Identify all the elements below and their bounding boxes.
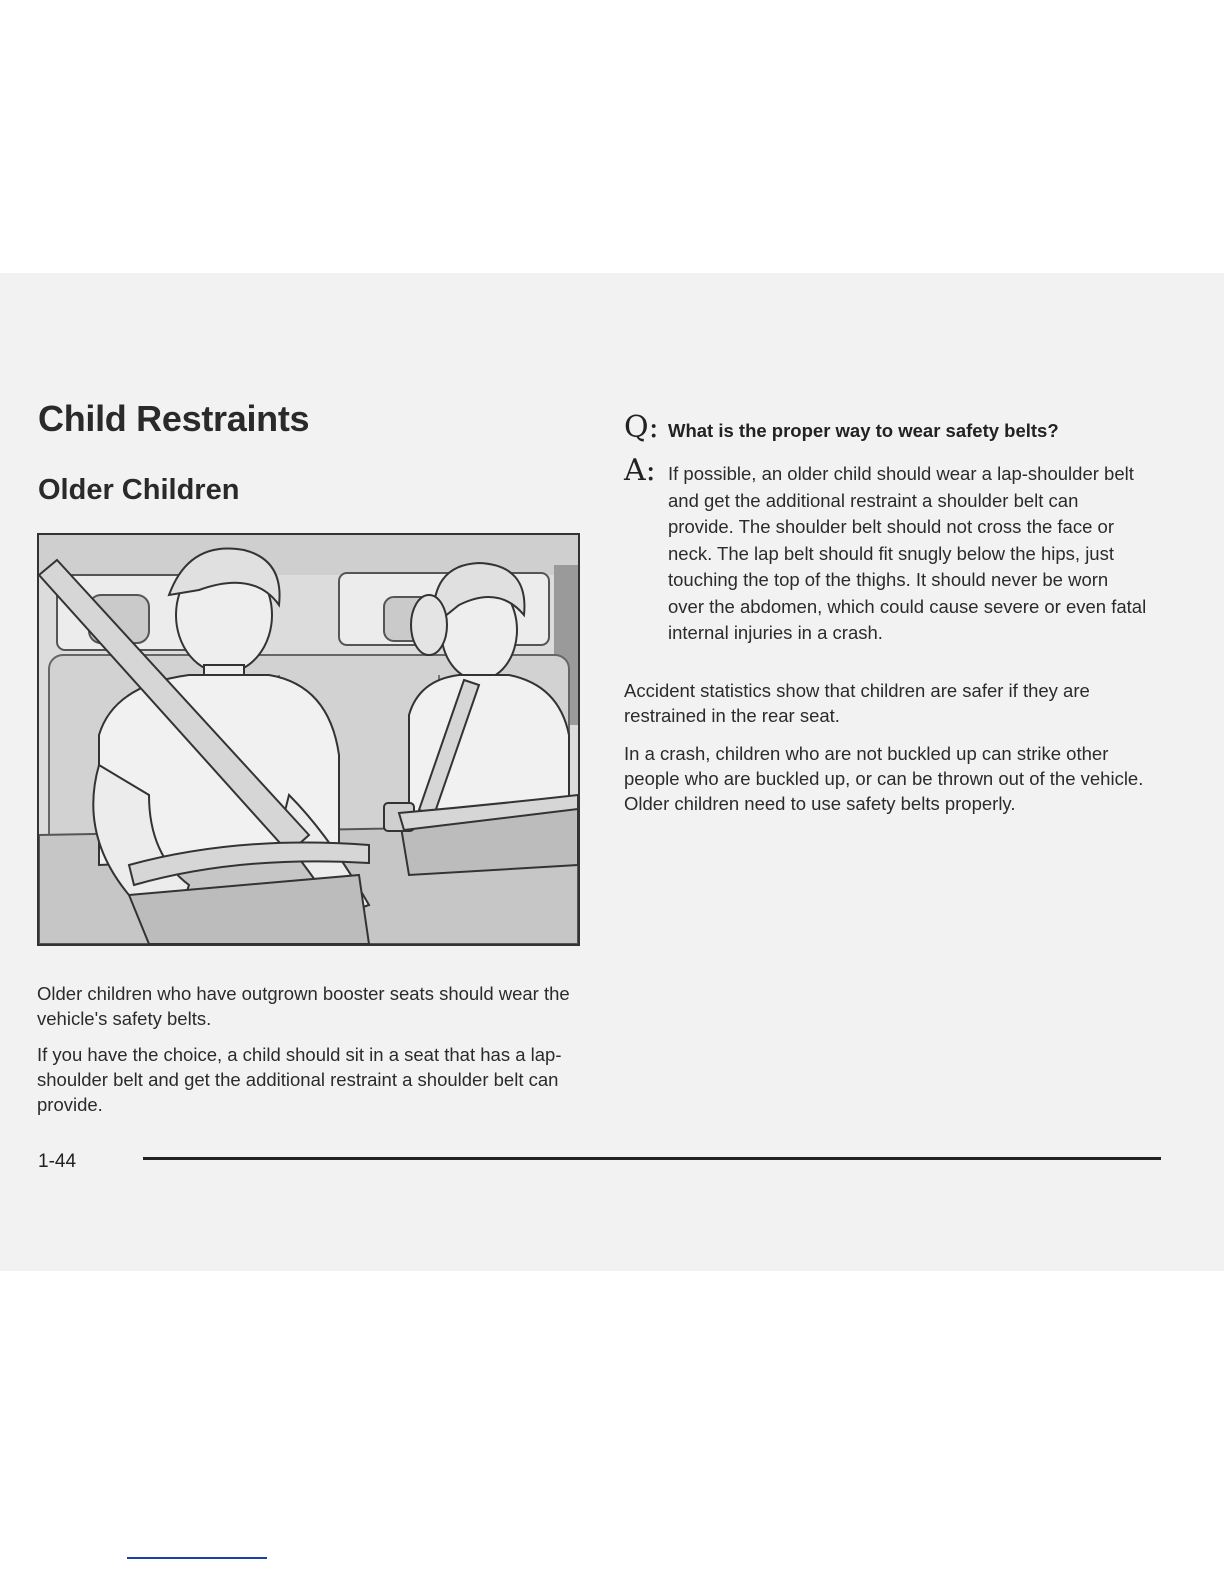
paragraph-outgrown-booster: Older children who have outgrown booster seats should wear the vehicle's safety belts.: [37, 983, 570, 1029]
right-column-text: [624, 678, 1144, 829]
answer-row: [624, 453, 1164, 647]
page-number: 1-44: [38, 1151, 77, 1172]
question-row: [624, 410, 1164, 445]
paragraph-crash-unbuckled: In a crash, children who are not buckled up can strike other people who are buckled up, or can be thrown out of the vehicle. Older children need to use safety belts properly.: [624, 743, 1144, 814]
answer-text: If possible, an older child should wear a lap-shoulder belt and get the additional restraint a shoulder belt can provide. The shoulder belt should not cross the face or neck. The lap belt should fit snugly below the hips, just touching the top of the thighs. It should never be worn over the abdomen, which could cause severe or even fatal internal injuries in a crash.: [668, 463, 1147, 643]
question-answer-block: [624, 410, 1164, 647]
subsection-title: Older Children: [38, 474, 240, 506]
question-text: What is the proper way to wear safety belts?: [668, 420, 1059, 441]
bottom-divider: [127, 1557, 267, 1559]
section-title: Child Restraints: [38, 398, 310, 439]
children-wearing-safety-belts-illustration: [39, 535, 578, 944]
paragraph-accident-statistics: Accident statistics show that children are safer if they are restrained in the rear seat.: [624, 680, 1090, 726]
paragraph-lap-shoulder-choice: If you have the choice, a child should sit in a seat that has a lap-shoulder belt and get the additional restraint a shoulder belt can provide.: [37, 1044, 562, 1115]
children-safety-belt-illustration: [37, 533, 580, 946]
left-column-text: [37, 981, 597, 1128]
footer-divider: [143, 1157, 1161, 1160]
question-marker: Q:: [624, 410, 659, 445]
answer-marker: A:: [624, 453, 656, 488]
